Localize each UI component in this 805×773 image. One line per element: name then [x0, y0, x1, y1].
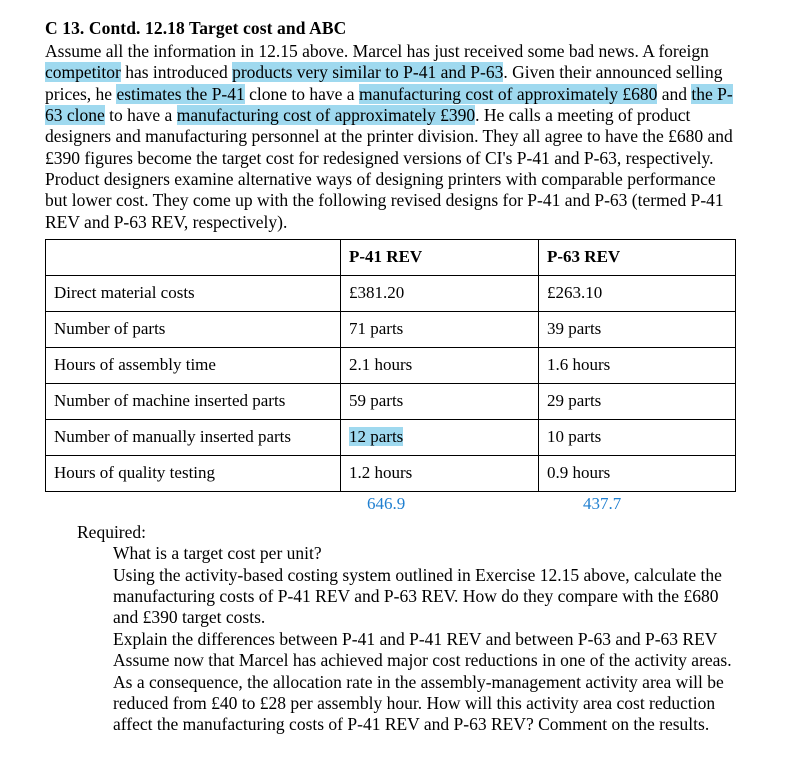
cell-p41: 1.2 hours [341, 456, 539, 492]
required-item: Assume now that Marcel has achieved major cost reductions in one of the activity areas. As a consequence, the allocation rate in the assembly-management activity area will be reduced from £40 to £28 per assembly hour. How will this activity area cost reduction affect the manufacturing costs of P-41 REV and P-63 REV? Comment on the results. [113, 650, 732, 735]
revised-design-table [45, 239, 736, 492]
para1-highlight-estimates: estimates the P-41 [116, 83, 245, 104]
table-header-p63rev: P-63 REV [539, 240, 736, 276]
para1-seg4: clone to have a [244, 83, 359, 104]
cell-p41: £381.20 [341, 276, 539, 312]
cell-p63: £263.10 [539, 276, 736, 312]
revised-design-table-wrapper [45, 239, 733, 492]
table-row [46, 276, 736, 312]
para1-highlight-p63: the P-63 [45, 83, 733, 126]
cell-p41 [341, 420, 539, 456]
table-header-p41rev: P-41 REV [341, 240, 539, 276]
total-p63rev: 437.7 [583, 494, 622, 514]
required-label: Required: [77, 522, 147, 543]
cell-p63: 29 parts [539, 384, 736, 420]
required-section [45, 522, 733, 735]
annotation-totals [45, 494, 735, 520]
row-label: Hours of assembly time [46, 348, 341, 384]
page-title: C 13. Contd. 12.18 Target cost and ABC [45, 18, 347, 38]
table-header-blank [46, 240, 341, 276]
required-item: Explain the differences between P-41 and P-41 REV and between P-63 and P-63 REV [113, 628, 718, 649]
required-item: What is a target cost per unit? [113, 543, 322, 564]
para1-seg1: Assume all the information in 12.15 above. Marcel has just received some bad news. A foreign [45, 41, 709, 61]
total-p41rev: 646.9 [367, 494, 406, 514]
para1-highlight-cost390: manufacturing cost of approximately £390 [176, 105, 476, 126]
cell-p41: 2.1 hours [341, 348, 539, 384]
cell-p63: 1.6 hours [539, 348, 736, 384]
table-row [46, 420, 736, 456]
para1-seg3: . Given their announced selling prices, he [45, 62, 723, 104]
row-label: Number of machine inserted parts [46, 384, 341, 420]
cell-p41: 71 parts [341, 312, 539, 348]
para1-seg7: to have a [104, 105, 177, 126]
cell-p41: 59 parts [341, 384, 539, 420]
para1-highlight-products: products very similar to P-41 and P-63 [232, 62, 504, 83]
table-row [46, 348, 736, 384]
cell-p63: 10 parts [539, 420, 736, 456]
para1-seg8: . He calls a meeting of product designers and manufacturing personnel at the printer division. They all agree to have the £680 and £390 figures become the target cost for redesigned versions of CI's P-41 and P-63, respectively. [45, 105, 733, 168]
required-items [113, 543, 733, 735]
row-label: Hours of quality testing [46, 456, 341, 492]
row-label: Direct material costs [46, 276, 341, 312]
table-row [46, 312, 736, 348]
highlighted-cell-value: 12 parts [349, 427, 404, 447]
para1-seg6: clone [62, 105, 105, 126]
paragraph-designers: Product designers examine alternative ways of designing printers with comparable performance but lower cost. They come up with the following revised designs for P-41 and P-63 (termed P-41 REV and P-63 REV, respectively). [45, 169, 724, 232]
row-label: Number of manually inserted parts [46, 420, 341, 456]
table-header-row [46, 240, 736, 276]
table-row [46, 456, 736, 492]
cell-p63: 0.9 hours [539, 456, 736, 492]
para1-seg5: and [657, 83, 692, 104]
required-item: Using the activity-based costing system outlined in Exercise 12.15 above, calculate the manufacturing costs of P-41 REV and P-63 REV. How do they compare with the £680 and £390 target costs. [113, 564, 722, 628]
table-row [46, 384, 736, 420]
para1-seg2: has introduced [120, 62, 233, 83]
row-label: Number of parts [46, 312, 341, 348]
para1-highlight-cost680: manufacturing cost of approximately £680 [358, 83, 658, 104]
paragraph-intro [45, 41, 733, 169]
cell-p63: 39 parts [539, 312, 736, 348]
para1-highlight-competitor: competitor [45, 62, 121, 83]
